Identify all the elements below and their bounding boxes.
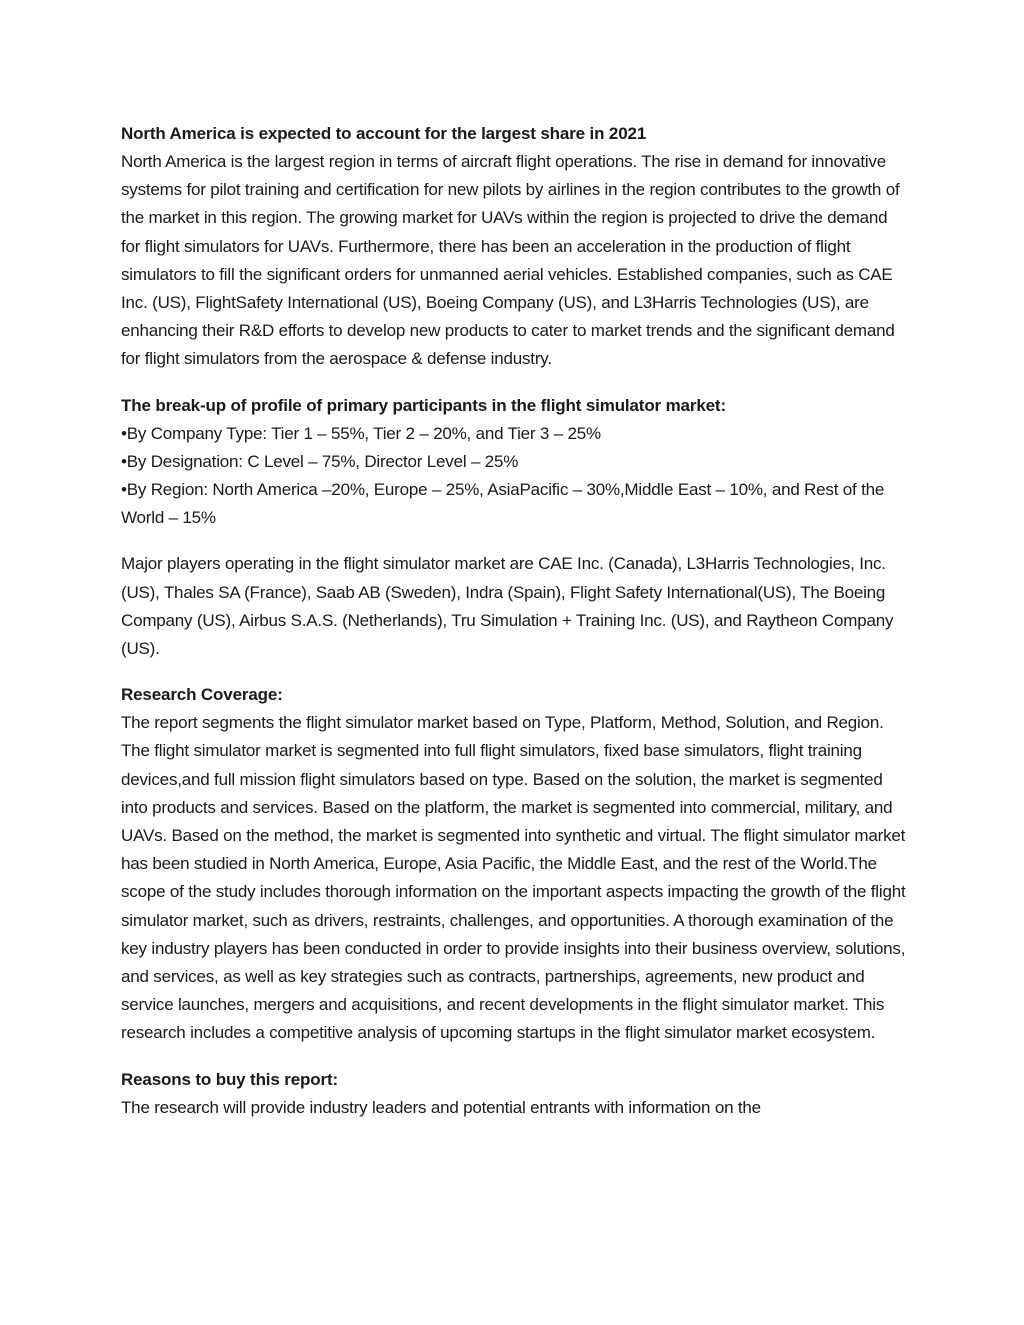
list-item: •By Designation: C Level – 75%, Director Level – 25%: [121, 451, 519, 471]
section-reasons-to-buy: [121, 1066, 911, 1122]
section-heading: Reasons to buy this report:: [121, 1069, 338, 1089]
section-heading: Research Coverage:: [121, 685, 283, 705]
list-item: •By Company Type: Tier 1 – 55%, Tier 2 – 20%, and Tier 3 – 25%: [121, 423, 601, 443]
section-major-players: [121, 550, 911, 663]
breakup-list: [121, 420, 911, 533]
section-heading: The break-up of profile of primary participants in the flight simulator market:: [121, 395, 726, 415]
section-north-america: [121, 120, 911, 374]
list-item: •By Region: North America –20%, Europe – 25%, AsiaPacific – 30%,Middle East – 10%, and Rest of the World – 15%: [121, 480, 885, 528]
section-paragraph: Major players operating in the flight simulator market are CAE Inc. (Canada), L3Harris Technologies, Inc. (US), Thales SA (France), Saab AB (Sweden), Indra (Spain), Flight Safety International(US), The Boeing Company (US), Airbus S.A.S. (Netherlands), Tru Simulation + Training Inc. (US), and Raytheon Company (US).: [121, 554, 894, 659]
section-research-coverage: [121, 681, 911, 1047]
section-paragraph: The report segments the flight simulator market based on Type, Platform, Method, Solution, and Region. The flight simulator market is segmented into full flight simulators, fixed base simulators, flight training devices,and full mission flight simulators based on type. Based on the solution, the market is segmented into products and services. Based on the platform, the market is segmented into commercial, military, and UAVs. Based on the method, the market is segmented into synthetic and virtual. The flight simulator market has been studied in North America, Europe, Asia Pacific, the Middle East, and the rest of the World.The scope of the study includes thorough information on the important aspects impacting the growth of the flight simulator market, such as drivers, restraints, challenges, and opportunities. A thorough examination of the key industry players has been conducted in order to provide insights into their business overview, solutions, and services, as well as key strategies such as contracts, partnerships, agreements, new product and service launches, mergers and acquisitions, and recent developments in the flight simulator market. This research includes a competitive analysis of upcoming startups in the flight simulator market ecosystem.: [121, 713, 906, 1043]
section-heading: North America is expected to account for the largest share in 2021: [121, 124, 647, 143]
section-participants-breakup: [121, 392, 911, 533]
document-page: [121, 120, 911, 1140]
section-paragraph: The research will provide industry leaders and potential entrants with information on the: [121, 1097, 761, 1117]
section-paragraph: North America is the largest region in terms of aircraft flight operations. The rise in demand for innovative systems for pilot training and certification for new pilots by airlines in the region contributes to the growth of the market in this region. The growing market for UAVs within the region is projected to drive the demand for flight simulators for UAVs. Furthermore, there has been an acceleration in the production of flight simulators to fill the significant orders for unmanned aerial vehicles. Established companies, such as CAE Inc. (US), FlightSafety International (US), Boeing Company (US), and L3Harris Technologies (US), are enhancing their R&D efforts to develop new products to cater to market trends and the significant demand for flight simulators from the aerospace & defense industry.: [121, 152, 900, 369]
